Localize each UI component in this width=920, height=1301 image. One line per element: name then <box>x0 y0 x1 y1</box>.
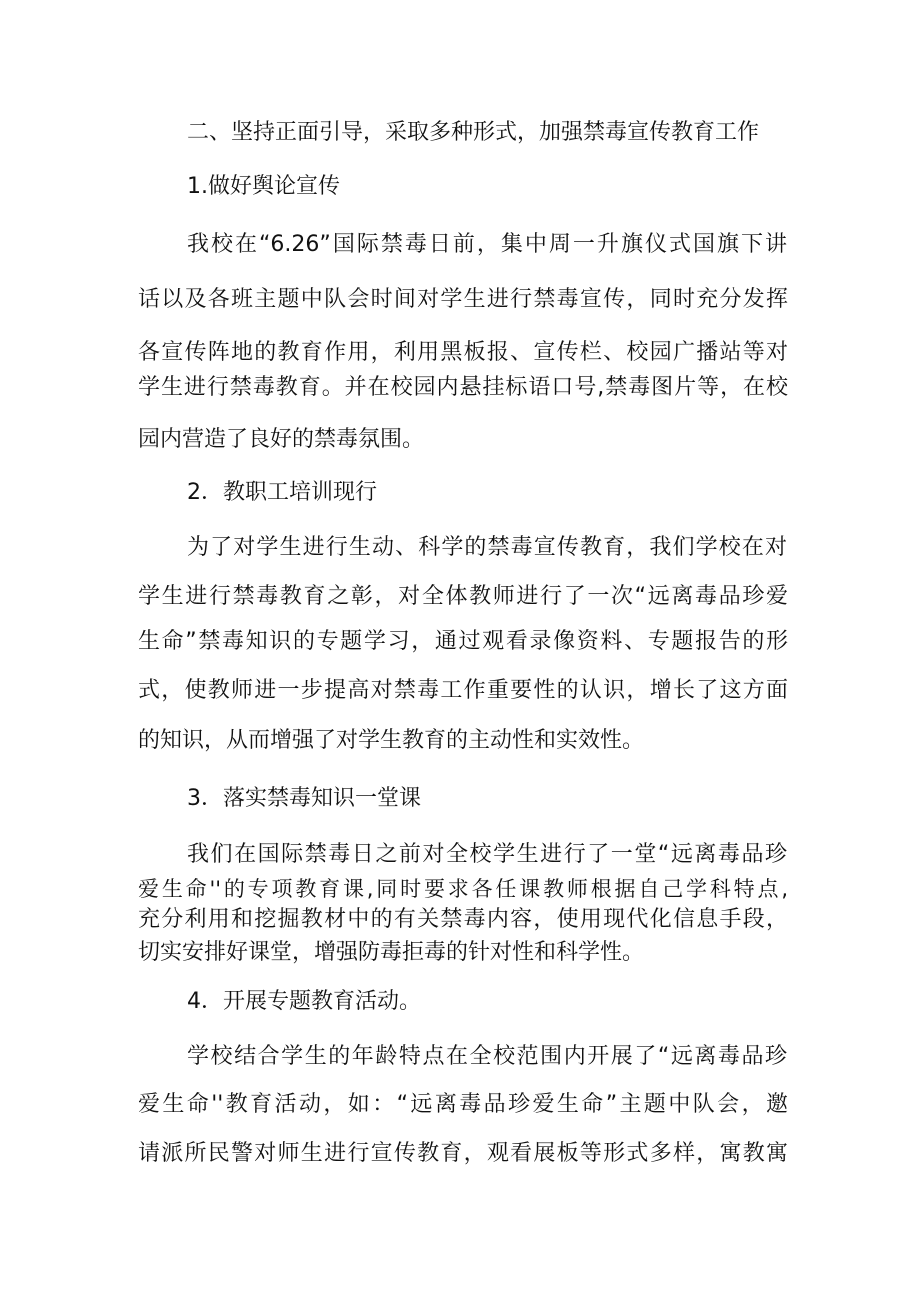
paragraph-2-line-4: 式，使教师进一步提高对禁毒工作重要性的认识，增长了这方面 <box>138 678 788 703</box>
paragraph-1-line-5: 园内营造了良好的禁毒氛围。 <box>138 427 425 452</box>
paragraph-3-line-1: 我们在国际禁毒日之前对全校学生进行了一堂“远离毒品珍 <box>187 842 787 867</box>
paragraph-4-line-3: 请派所民警对师生进行宣传教育，观看展板等形式多样，寓教寓 <box>138 1141 788 1166</box>
paragraph-2-line-1: 为了对学生进行生动、科学的禁毒宣传教育，我们学校在对 <box>187 535 787 560</box>
subsection-2-heading: 2．教职工培训现行 <box>187 480 377 505</box>
paragraph-1-line-3: 各宣传阵地的教育作用，利用黑板报、宣传栏、校园广播站等对 <box>138 340 788 365</box>
paragraph-3-line-3: 充分利用和挖掘教材中的有关禁毒内容，使用现代化信息手段， <box>138 907 788 932</box>
subsection-3-heading: 3．落实禁毒知识一堂课 <box>187 786 421 811</box>
paragraph-2-line-2: 学生进行禁毒教育之彰，对全体教师进行了一次“远离毒品珍爱 <box>138 584 788 609</box>
paragraph-4-line-2: 爱生命''教育活动，如：“远离毒品珍爱生命”主题中队会，邀 <box>138 1092 788 1117</box>
subsection-1-heading: 1.做好舆论宣传 <box>187 174 340 199</box>
paragraph-1-line-2: 话以及各班主题中队会时间对学生进行禁毒宣传，同时充分发挥 <box>138 287 788 312</box>
paragraph-3-line-4: 切实安排好课堂，增强防毒拒毒的针对性和科学性。 <box>138 940 645 965</box>
paragraph-3-line-2: 爱生命''的专项教育课,同时要求各任课教师根据自己学科特点, <box>138 877 788 901</box>
paragraph-2-line-3: 生命”禁毒知识的专题学习，通过观看录像资料、专题报告的形 <box>138 629 788 654</box>
paragraph-1-line-4: 学生进行禁毒教育。并在校园内悬挂标语口号,禁毒图片等，在校 <box>138 375 788 400</box>
paragraph-2-line-5: 的知识，从而增强了对学生教育的主动性和实效性。 <box>138 728 645 753</box>
section-heading: 二、坚持正面引导，采取多种形式，加强禁毒宣传教育工作 <box>187 120 760 145</box>
subsection-4-heading: 4．开展专题教育活动。 <box>187 989 421 1014</box>
paragraph-1-line-1: 我校在“6.26”国际禁毒日前，集中周一升旗仪式国旗下讲 <box>187 232 787 257</box>
paragraph-4-line-1: 学校结合学生的年龄特点在全校范围内开展了“远离毒品珍 <box>187 1044 787 1069</box>
